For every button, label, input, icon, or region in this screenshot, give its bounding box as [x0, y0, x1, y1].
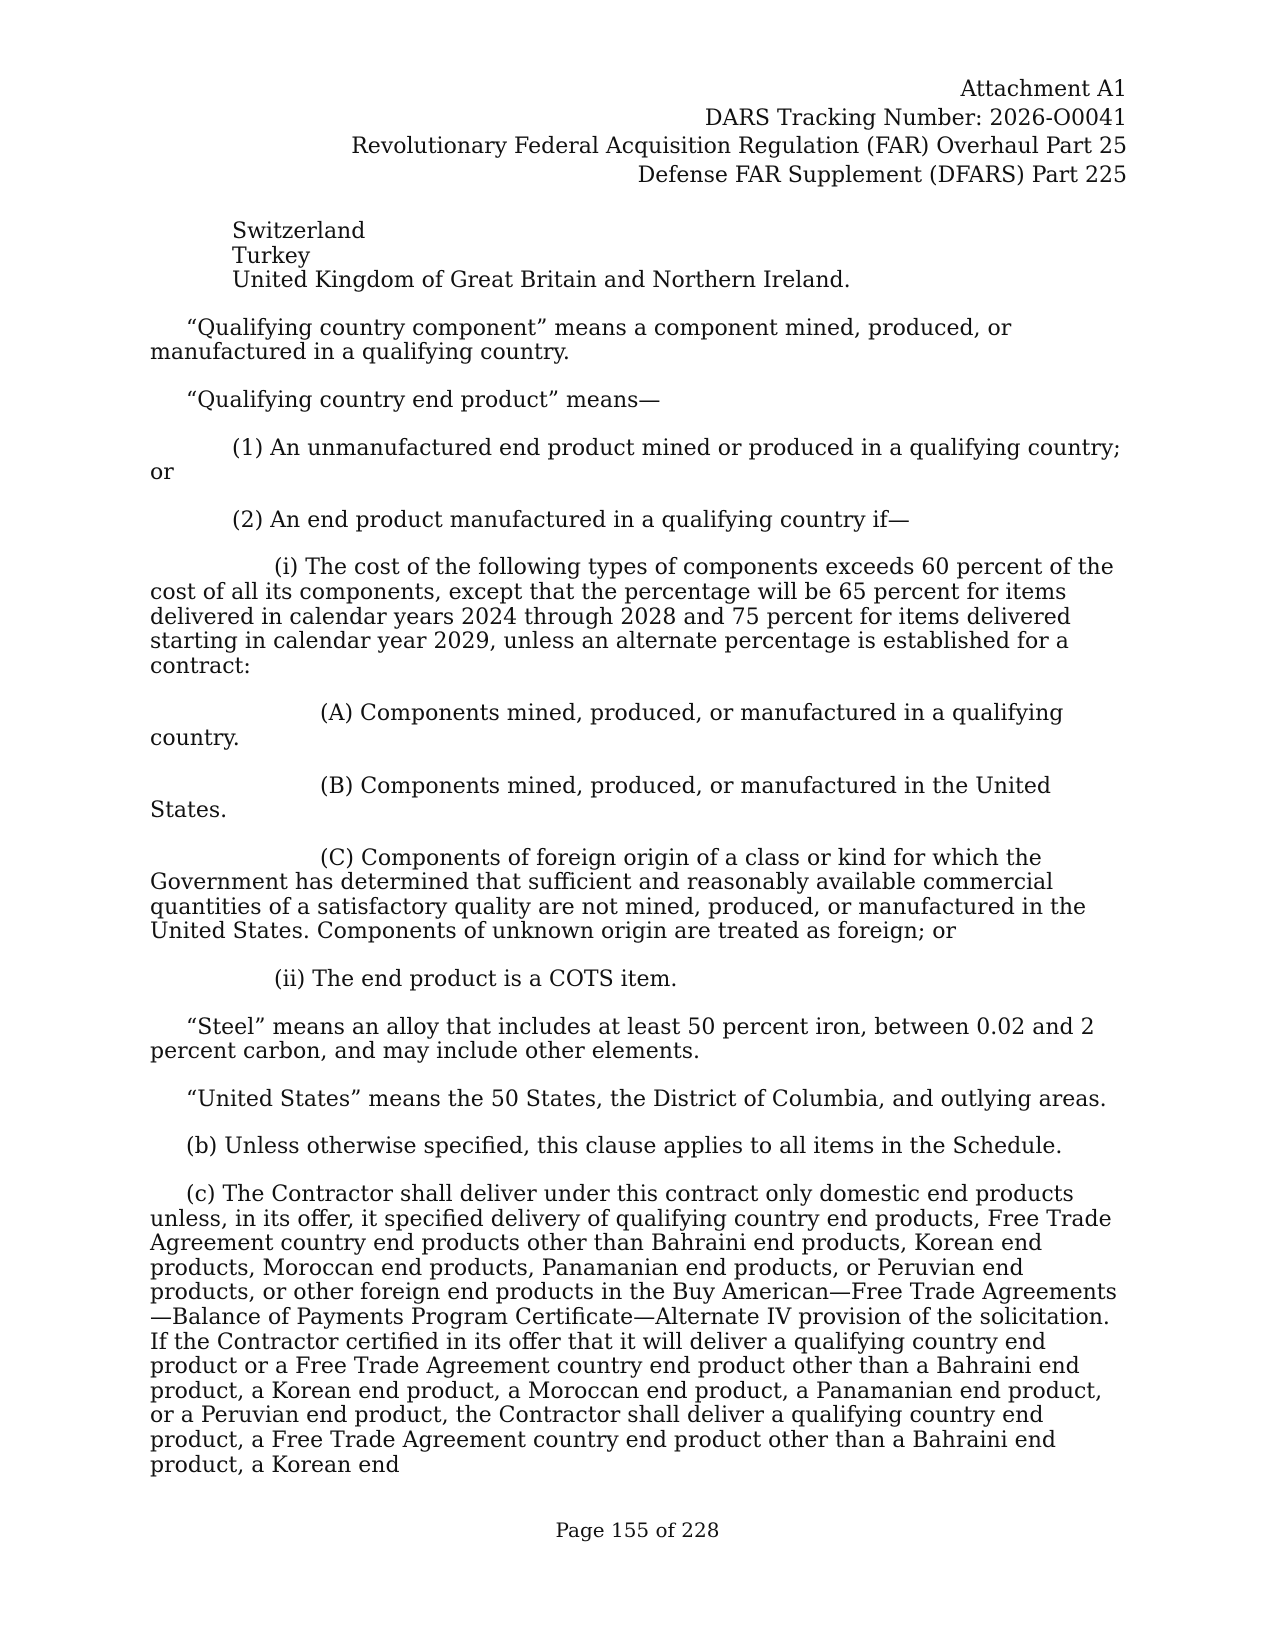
header-tracking-number: DARS Tracking Number: 2026-O0041 [704, 105, 1127, 131]
subparagraph-C: (C) Components of foreign origin of a class or kind for which the Government has determined that sufficient and reasonably available commercial quantities of a satisfactory quality are not mined, produced, or manufactured in the United States. Components of unknown origin are treated as foreign; or [150, 845, 1087, 945]
paragraph-b: (b) Unless otherwise specified, this clause applies to all items in the Schedule. [186, 1134, 1063, 1160]
country-item: United Kingdom of Great Britain and Northern Ireland. [232, 268, 851, 294]
country-item: Switzerland [232, 219, 366, 244]
subparagraph-i: (i) The cost of the following types of components exceeds 60 percent of the cost of all its components, except that the percentage will be 65 percent for items delivered in calendar years 2024 through 2028 and 75 percent for items delivered starting in calendar year 2029, unless an alternate percentage is established for a contract: [150, 555, 1114, 679]
subparagraph-A: (A) Components mined, produced, or manufactured in a qualifying country. [150, 701, 1064, 751]
paragraph-c: (c) The Contractor shall deliver under this contract only domestic end products unless, in its offer, it specified delivery of qualifying country end products, Free Trade Agreement country end products other than Bahraini end products, Korean end products, Moroccan end products, Panamanian end products, or Peruvian end products, or other foreign end products in the Buy American—Free Trade Agreements—Balance of Payments Program Certificate—Alternate IV provision of the solicitation. If the Contractor certified in its offer that it will deliver a qualifying country end product or a Free Trade Agreement country end product other than a Bahraini end product, a Korean end product, a Moroccan end product, a Panamanian end product, or a Peruvian end product, the Contractor shall deliver a qualifying country end product, a Free Trade Agreement country end product other than a Bahraini end product, a Korean end [150, 1182, 1117, 1478]
definition-united-states: “United States” means the 50 States, the District of Columbia, and outlying areas. [186, 1086, 1107, 1112]
definition-qualifying-country-end-product: “Qualifying country end product” means— [186, 387, 661, 413]
subparagraph-2: (2) An end product manufactured in a qualifying country if— [232, 507, 910, 533]
page-header [147, 76, 1127, 190]
header-attachment: Attachment A1 [960, 77, 1127, 102]
country-item: Turkey [232, 243, 311, 269]
definition-qualifying-country-component: “Qualifying country component” means a component mined, produced, or manufactured in a qualifying country. [150, 315, 1012, 366]
definition-steel: “Steel” means an alloy that includes at least 50 percent iron, between 0.02 and 2 percent carbon, and may include other elements. [150, 1014, 1095, 1065]
header-dfars-part: Defense FAR Supplement (DFARS) Part 225 [637, 162, 1127, 188]
page-footer [0, 1518, 1275, 1542]
subparagraph-ii: (ii) The end product is a COTS item. [274, 967, 678, 993]
subparagraph-1: (1) An unmanufactured end product mined or produced in a qualifying country; or [150, 435, 1121, 486]
header-far-part: Revolutionary Federal Acquisition Regulation (FAR) Overhaul Part 25 [351, 134, 1127, 159]
country-list [150, 220, 1125, 294]
page-number: Page 155 of 228 [555, 1518, 720, 1542]
subparagraph-B: (B) Components mined, produced, or manufactured in the United States. [150, 773, 1051, 824]
document-body [150, 220, 1125, 1478]
